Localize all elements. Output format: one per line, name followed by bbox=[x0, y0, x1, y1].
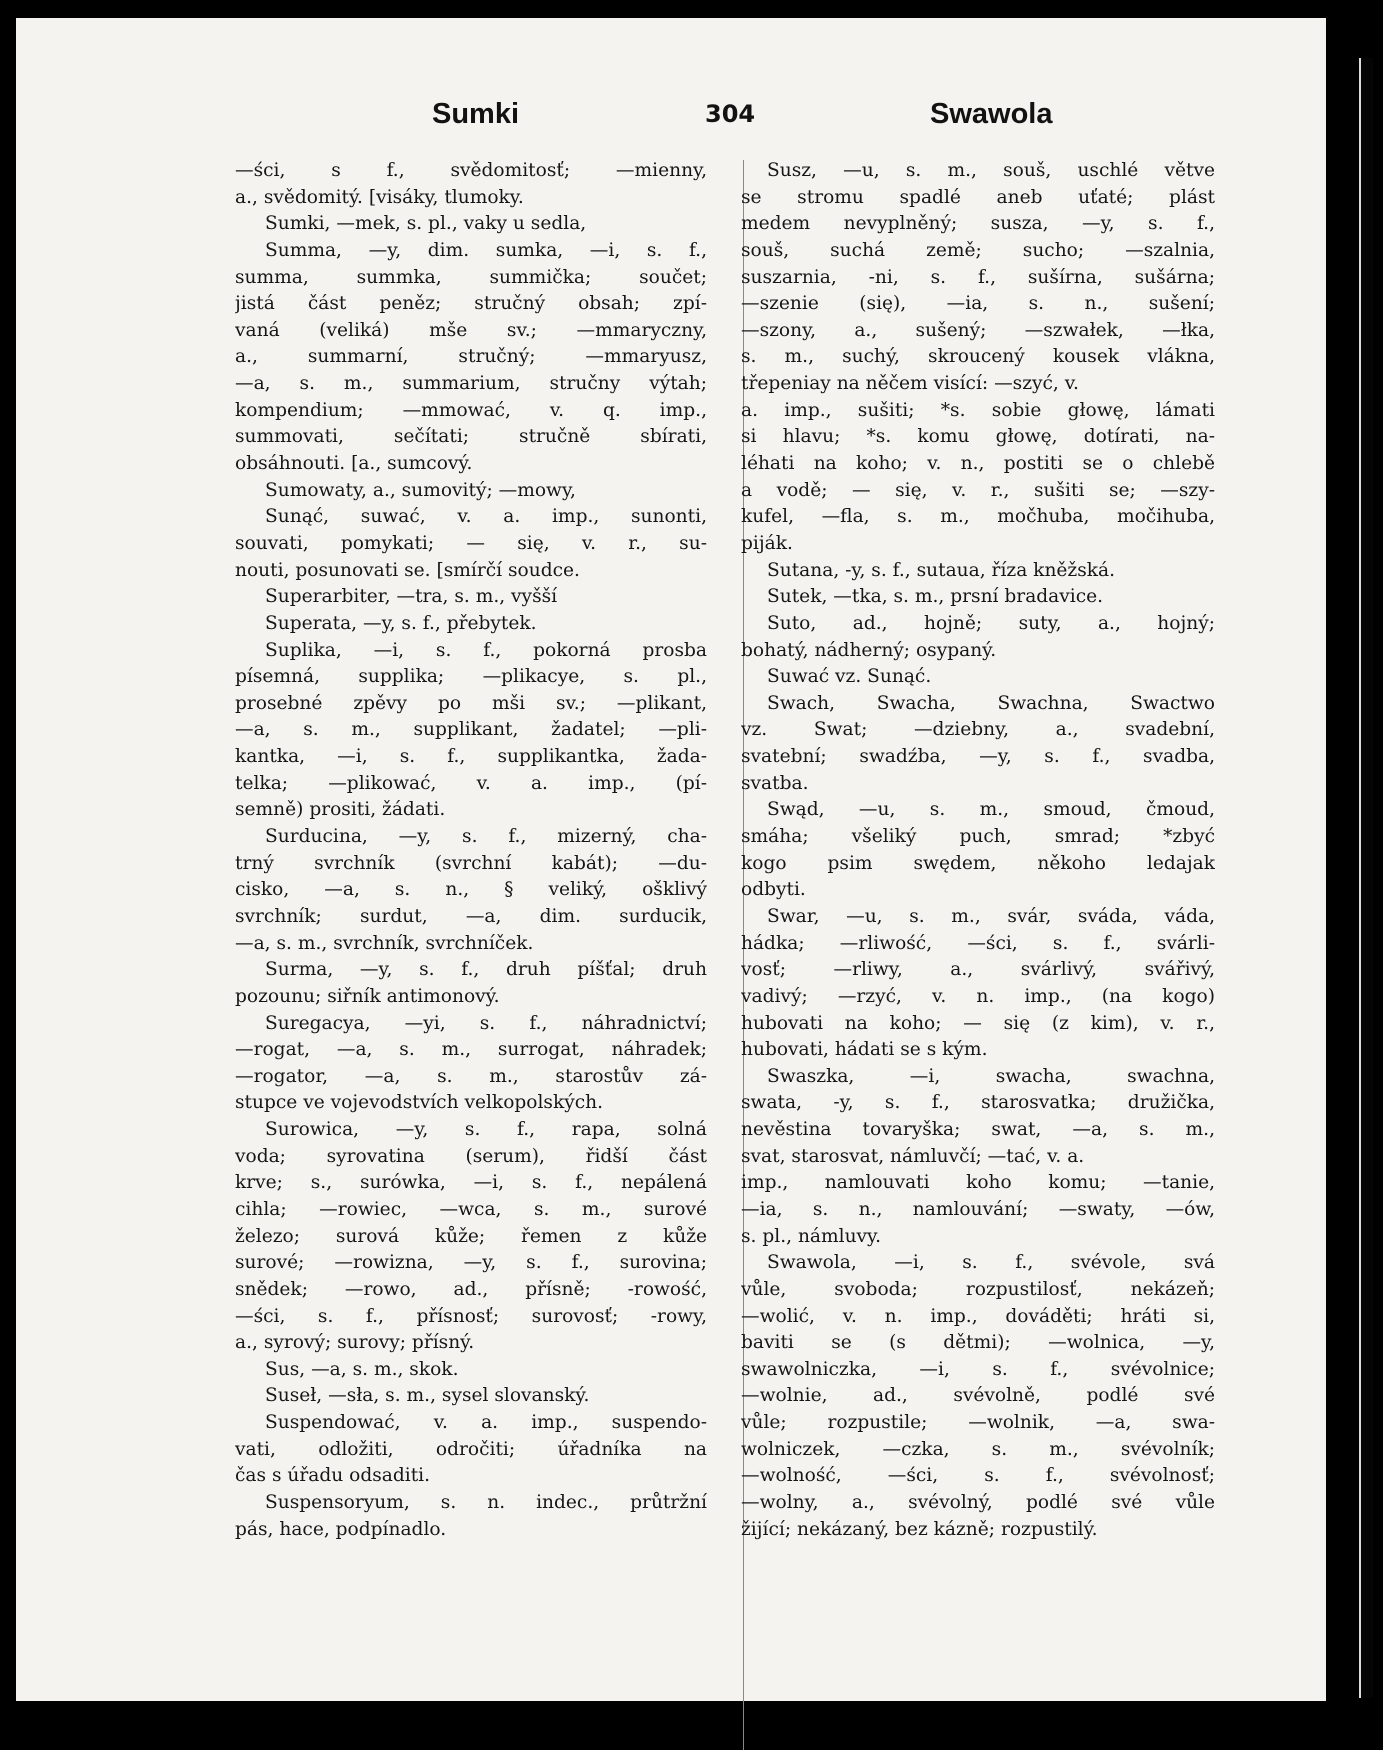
entry-line: a. imp., sušiti; *s. sobie głowę, lámati bbox=[741, 399, 1215, 421]
entry-line: odbyti. bbox=[741, 879, 806, 901]
entry-line: —wolić, v. n. imp., dováděti; hráti si, bbox=[741, 1305, 1215, 1327]
entry-line: vůle, svoboda; rozpustilosť, nekázeň; bbox=[741, 1278, 1215, 1300]
entry-line: a., summarní, stručný; —mmaryusz, bbox=[235, 346, 707, 368]
entry-line: nouti, posunovati se. [smírčí soudce. bbox=[235, 559, 580, 581]
entry-line: Swach, Swacha, Swachna, Swactwo bbox=[767, 692, 1215, 714]
entry-line: Swar, —u, s. m., svár, sváda, váda, bbox=[767, 905, 1215, 927]
entry-line: nevěstina tovaryška; swat, —a, s. m., bbox=[741, 1119, 1215, 1141]
entry-line: stupce ve vojevodstvích velkopolských. bbox=[235, 1092, 604, 1114]
entry-line: Swawola, —i, s. f., svévole, svá bbox=[767, 1252, 1215, 1274]
entry-line: Sutana, -y, s. f., sutaua, říza kněžská. bbox=[767, 559, 1116, 581]
entry-line: cisko, —a, s. n., § veliký, ošklivý bbox=[235, 879, 707, 901]
entry-line: vati, odložiti, odročiti; úřadníka na bbox=[235, 1438, 707, 1460]
header-right-word: Swawola bbox=[930, 98, 1053, 130]
entry-line: swata, -y, s. f., starosvatka; družička, bbox=[741, 1092, 1215, 1114]
entry-line: krve; s., surówka, —i, s. f., nepálená bbox=[235, 1172, 707, 1194]
entry-line: vz. Swat; —dziebny, a., svadební, bbox=[741, 719, 1215, 741]
entry-line: léhati na koho; v. n., postiti se o chlebě bbox=[741, 453, 1215, 475]
entry-line: baviti se (s dětmi); —wolnica, —y, bbox=[741, 1332, 1215, 1354]
entry-line: vaná (veliká) mše sv.; —mmaryczny, bbox=[235, 319, 707, 341]
entry-line: jistá část peněz; stručný obsah; zpí- bbox=[235, 293, 707, 315]
entry-line: pozounu; siřník antimonový. bbox=[235, 985, 500, 1007]
entry-line: souš, suchá země; sucho; —szalnia, bbox=[741, 239, 1215, 261]
entry-line: písemná, supplika; —plikacye, s. pl., bbox=[235, 666, 707, 688]
entry-line: —szony, a., sušený; —szwałek, —łka, bbox=[741, 319, 1215, 341]
entry-line: Summa, —y, dim. sumka, —i, s. f., bbox=[265, 239, 707, 261]
entry-line: Susz, —u, s. m., souš, uschlé větve bbox=[767, 160, 1215, 181]
entry-line: Sumki, —mek, s. pl., vaky u sedla, bbox=[265, 213, 587, 235]
entry-line: Suregacya, —yi, s. f., náhradnictví; bbox=[265, 1012, 707, 1034]
entry-line: svrchník; surdut, —a, dim. surducik, bbox=[235, 905, 707, 927]
entry-line: —a, s. m., supplikant, žadatel; —pli- bbox=[235, 719, 707, 741]
entry-line: piják. bbox=[741, 532, 793, 554]
entry-line: medem nevyplněný; susza, —y, s. f., bbox=[741, 213, 1215, 235]
entry-line: Suwać vz. Sunąć. bbox=[767, 666, 932, 688]
entry-line: suszarnia, -ni, s. f., sušírna, sušárna; bbox=[741, 266, 1215, 288]
entry-line: svatební; swadźba, —y, s. f., svadba, bbox=[741, 746, 1215, 768]
entry-line: surové; —rowizna, —y, s. f., surovina; bbox=[235, 1252, 707, 1274]
entry-line: Sus, —a, s. m., skok. bbox=[265, 1358, 459, 1380]
entry-line: Swaszka, —i, swacha, swachna, bbox=[767, 1065, 1215, 1087]
entry-line: s. pl., námluvy. bbox=[741, 1225, 882, 1247]
entry-line: —ści, s. f., přísnosť; surovosť; -rowy, bbox=[235, 1305, 707, 1327]
entry-line: smáha; všeliký puch, smrad; *zbyć bbox=[741, 826, 1215, 848]
entry-line: Surowica, —y, s. f., rapa, solná bbox=[265, 1119, 707, 1141]
entry-line: kufel, —fla, s. m., močhuba, močihuba, bbox=[741, 506, 1215, 528]
entry-line: semně) prositi, žádati. bbox=[235, 799, 446, 821]
entry-line: kompendium; —mmować, v. q. imp., bbox=[235, 399, 707, 421]
entry-line: vosť; —rliwy, a., svárlivý, svářivý, bbox=[741, 959, 1215, 981]
entry-line: cihla; —rowiec, —wca, s. m., surové bbox=[235, 1198, 707, 1220]
entry-line: a., syrový; surovy; přísný. bbox=[235, 1332, 475, 1354]
entry-line: hubovati, hádati se s kým. bbox=[741, 1039, 988, 1061]
entry-line: —a, s. m., svrchník, svrchníček. bbox=[235, 932, 534, 954]
entry-line: třepeniay na něčem visící: —szyć, v. bbox=[741, 373, 1079, 395]
entry-line: čas s úřadu odsaditi. bbox=[235, 1465, 431, 1487]
entry-line: a vodě; — się, v. r., sušiti se; —szy- bbox=[741, 479, 1215, 501]
header-left-word: Sumki bbox=[432, 98, 520, 130]
entry-line: Swąd, —u, s. m., smoud, čmoud, bbox=[767, 799, 1215, 821]
entry-line: si hlavu; *s. komu głowę, dotírati, na- bbox=[741, 426, 1215, 448]
entry-line: —ści, s f., svědomitosť; —mienny, bbox=[235, 160, 707, 181]
entry-line: —wolny, a., svévolný, podlé své vůle bbox=[741, 1492, 1215, 1514]
entry-line: Sunąć, suwać, v. a. imp., sunonti, bbox=[265, 506, 707, 528]
right-column bbox=[741, 158, 1215, 1543]
entry-line: summovati, sečítati; stručně sbírati, bbox=[235, 426, 707, 448]
entry-line: Suto, ad., hojně; suty, a., hojný; bbox=[767, 612, 1215, 634]
entry-line: —szenie (się), —ia, s. n., sušení; bbox=[741, 293, 1215, 315]
entry-line: Superarbiter, —tra, s. m., vyšší bbox=[265, 586, 558, 608]
entry-line: kogo psim swędem, někoho ledajak bbox=[741, 852, 1215, 874]
entry-line: svat, starosvat, námluvčí; —tać, v. a. bbox=[741, 1145, 1085, 1167]
entry-line: žijící; nekázaný, bez kázně; rozpustilý. bbox=[741, 1518, 1098, 1540]
entry-line: swawolniczka, —i, s. f., svévolnice; bbox=[741, 1358, 1215, 1380]
entry-line: —wolnie, ad., svévolně, podlé své bbox=[741, 1385, 1215, 1407]
entry-line: s. m., suchý, skroucený kousek vlákna, bbox=[741, 346, 1215, 368]
entry-line: hádka; —rliwość, —ści, s. f., svárli- bbox=[741, 932, 1215, 954]
entry-line: snědek; —rowo, ad., přísně; -rowość, bbox=[235, 1278, 707, 1300]
entry-line: se stromu spadlé aneb uťaté; plást bbox=[741, 186, 1215, 208]
entry-line: Sumowaty, a., sumovitý; —mowy, bbox=[265, 479, 576, 501]
entry-line: železo; surová kůže; řemen z kůže bbox=[235, 1225, 707, 1247]
entry-line: Sutek, —tka, s. m., prsní bradavice. bbox=[767, 586, 1104, 608]
entry-line: —a, s. m., summarium, stručny výtah; bbox=[235, 373, 707, 395]
entry-line: telka; —plikować, v. a. imp., (pí- bbox=[235, 772, 707, 794]
entry-line: vadivý; —rzyć, v. n. imp., (na kogo) bbox=[741, 985, 1215, 1007]
entry-line: summa, summka, summička; součet; bbox=[235, 266, 707, 288]
entry-line: Superata, —y, s. f., přebytek. bbox=[265, 612, 537, 634]
entry-line: —ia, s. n., namlouvání; —swaty, —ów, bbox=[741, 1198, 1215, 1220]
entry-line: a., svědomitý. [visáky, tlumoky. bbox=[235, 186, 524, 208]
entry-line: Suplika, —i, s. f., pokorná prosba bbox=[265, 639, 707, 661]
scan-edge-bar bbox=[1359, 58, 1373, 1698]
entry-line: Suspendować, v. a. imp., suspendo- bbox=[265, 1412, 707, 1434]
entry-line: Suspensoryum, s. n. indec., průtržní bbox=[265, 1492, 707, 1514]
entry-line: souvati, pomykati; — się, v. r., su- bbox=[235, 532, 707, 554]
entry-line: Surma, —y, s. f., druh píšťal; druh bbox=[265, 959, 707, 981]
entry-line: prosebné zpěvy po mši sv.; —plikant, bbox=[235, 692, 707, 714]
left-column bbox=[235, 158, 707, 1543]
entry-line: Surducina, —y, s. f., mizerný, cha- bbox=[265, 826, 707, 848]
entry-line: trný svrchník (svrchní kabát); —du- bbox=[235, 852, 707, 874]
entry-line: svatba. bbox=[741, 772, 809, 794]
entry-line: Suseł, —sła, s. m., sysel slovanský. bbox=[265, 1385, 590, 1407]
entry-line: bohatý, nádherný; osypaný. bbox=[741, 639, 997, 661]
entry-line: —rogat, —a, s. m., surrogat, náhradek; bbox=[235, 1039, 707, 1061]
entry-line: wolniczek, —czka, s. m., svévolník; bbox=[741, 1438, 1215, 1460]
entry-line: pás, hace, podpínadlo. bbox=[235, 1518, 447, 1540]
entry-line: voda; syrovatina (serum), řidší část bbox=[235, 1145, 707, 1167]
entry-line: imp., namlouvati koho komu; —tanie, bbox=[741, 1172, 1215, 1194]
entry-line: obsáhnouti. [a., sumcový. bbox=[235, 453, 473, 475]
entry-line: —wolność, —ści, s. f., svévolnosť; bbox=[741, 1465, 1215, 1487]
entry-line: —rogator, —a, s. m., starostův zá- bbox=[235, 1065, 707, 1087]
entry-line: kantka, —i, s. f., supplikantka, žada- bbox=[235, 746, 707, 768]
entry-line: vůle; rozpustile; —wolnik, —a, swa- bbox=[741, 1412, 1215, 1434]
entry-line: hubovati na koho; — się (z kim), v. r., bbox=[741, 1012, 1215, 1034]
page-number: 304 bbox=[705, 100, 756, 128]
